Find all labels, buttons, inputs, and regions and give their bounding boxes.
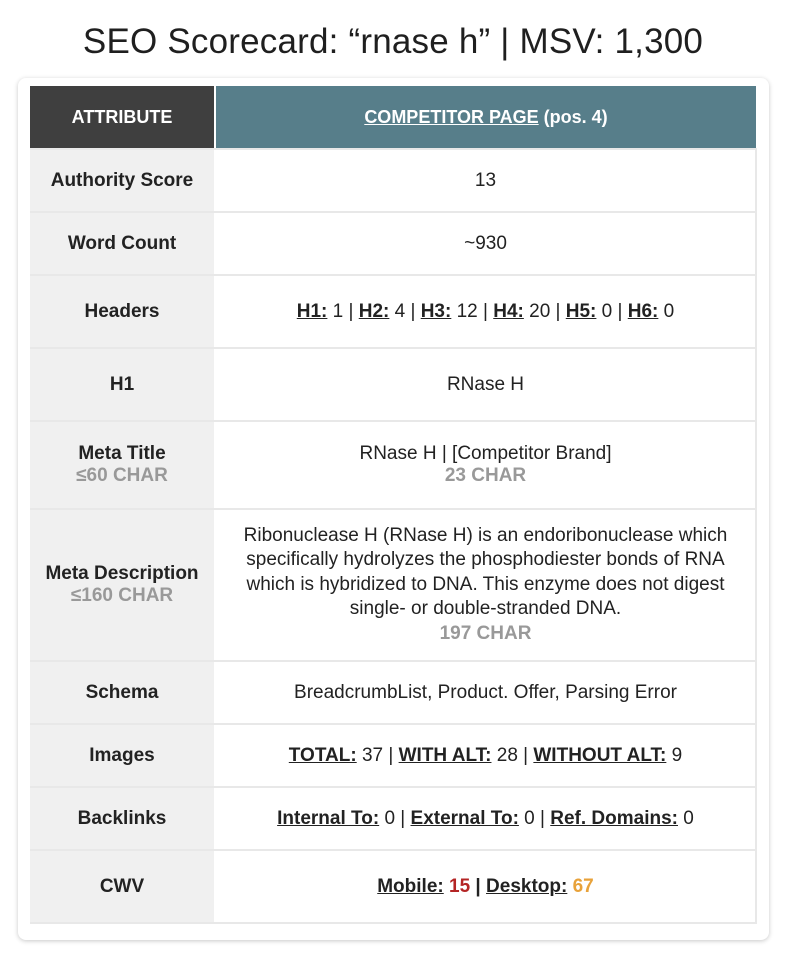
images-value (215, 724, 756, 787)
h2-count-label: H2: (358, 300, 390, 322)
table-row-h1 (30, 348, 756, 421)
cwv-separator: | (470, 875, 487, 897)
cwv-mobile-score: 15 (449, 875, 471, 897)
competitor-position: (pos. 4) (538, 106, 608, 127)
cwv-mobile-label: Mobile: (377, 875, 444, 897)
table-row-headers (30, 275, 756, 348)
meta-description-count: 197 CHAR (439, 622, 532, 644)
table-row-images (30, 724, 756, 787)
backlinks-label: Backlinks (30, 787, 215, 850)
cwv-label: CWV (30, 850, 215, 923)
cwv-desktop-label: Desktop: (486, 875, 568, 897)
meta-title-label: Meta Title (78, 443, 166, 464)
backlinks-internal: 0 | (379, 807, 411, 829)
table-header-row (30, 86, 756, 149)
h3-count-label: H3: (420, 300, 452, 322)
schema-label: Schema (30, 661, 215, 724)
word-count-label: Word Count (30, 212, 215, 275)
h6-count: 0 (658, 300, 675, 322)
headers-value (215, 275, 756, 348)
backlinks-value (215, 787, 756, 850)
table-row-meta-description (30, 509, 756, 661)
page-title: SEO Scorecard: “rnase h” | MSV: 1,300 (82, 22, 704, 61)
backlinks-ref-domains: 0 (678, 807, 694, 829)
table-row-backlinks (30, 787, 756, 850)
h1-count: 1 | (327, 300, 359, 322)
h4-count: 20 | (523, 300, 566, 322)
images-with-alt: 28 | (491, 744, 534, 766)
h2-count: 4 | (389, 300, 421, 322)
images-with-alt-label: WITH ALT: (398, 744, 492, 766)
cwv-value (215, 850, 756, 923)
meta-description-limit: ≤160 CHAR (70, 585, 174, 606)
meta-title-label-cell (30, 421, 215, 509)
images-without-alt: 9 (666, 744, 683, 766)
schema-value: BreadcrumbList, Product. Offer, Parsing Error (215, 661, 756, 724)
table-row-word-count (30, 212, 756, 275)
meta-title-value-cell (215, 421, 756, 509)
attribute-column-header: ATTRIBUTE (30, 86, 215, 149)
h5-count-label: H5: (565, 300, 597, 322)
h6-count-label: H6: (627, 300, 659, 322)
table-row-schema (30, 661, 756, 724)
backlinks-ref-domains-label: Ref. Domains: (550, 807, 678, 829)
cwv-desktop-score: 67 (572, 875, 594, 897)
images-without-alt-label: WITHOUT ALT: (533, 744, 667, 766)
h1-value: RNase H (215, 348, 756, 421)
meta-description-value-cell (215, 509, 756, 661)
table-row-meta-title (30, 421, 756, 509)
authority-label: Authority Score (30, 149, 215, 212)
competitor-column-header (215, 86, 756, 149)
word-count-value: ~930 (215, 212, 756, 275)
meta-description-label: Meta Description (45, 563, 199, 584)
meta-title-limit: ≤60 CHAR (76, 465, 168, 486)
competitor-page-link[interactable]: COMPETITOR PAGE (364, 106, 539, 127)
images-label: Images (30, 724, 215, 787)
meta-title-count: 23 CHAR (444, 465, 527, 486)
meta-title-value: RNase H | [Competitor Brand] (359, 443, 612, 464)
backlinks-external-label: External To: (410, 807, 519, 829)
h1-count-label: H1: (296, 300, 328, 322)
backlinks-external: 0 | (518, 807, 551, 829)
headers-label: Headers (30, 275, 215, 348)
backlinks-internal-label: Internal To: (277, 807, 380, 829)
h5-count: 0 | (596, 300, 628, 322)
meta-description-label-cell (30, 509, 215, 661)
authority-value: 13 (215, 149, 756, 212)
scorecard-table (30, 86, 757, 924)
table-row-cwv (30, 850, 756, 923)
h3-count: 12 | (451, 300, 494, 322)
table-row-authority (30, 149, 756, 212)
scorecard-card (18, 78, 769, 940)
images-total-label: TOTAL: (288, 744, 357, 766)
images-total: 37 | (356, 744, 399, 766)
h1-label: H1 (30, 348, 215, 421)
h4-count-label: H4: (493, 300, 524, 322)
meta-description-value: Ribonuclease H (RNase H) is an endoribonuclease which specifically hydrolyzes the phosphodiester bonds of RNA which is hybridized to DNA. This enzyme does not digest single- or double-stranded DNA. (243, 524, 728, 620)
